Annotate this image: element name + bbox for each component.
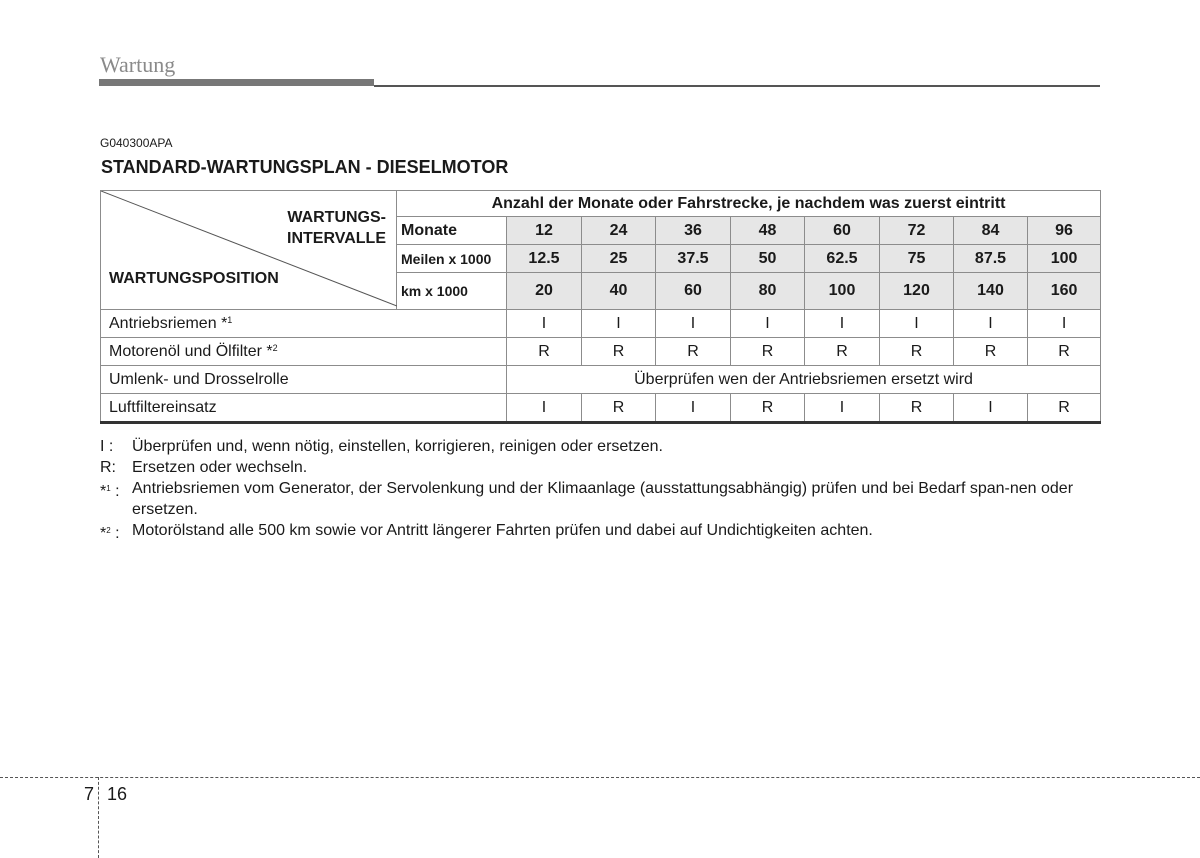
legend-notes <box>100 436 1100 541</box>
note-key: *$^1$ : <box>100 483 120 500</box>
months-cell: 96 <box>1028 217 1101 245</box>
interval-action-cell: I <box>582 310 656 338</box>
interval-action-cell: I <box>656 310 731 338</box>
interval-action-cell: R <box>731 394 805 423</box>
header-rule-thick <box>99 79 374 86</box>
note-text: Ersetzen oder wechseln. <box>132 459 308 476</box>
maintenance-table <box>100 190 1101 424</box>
chapter-number: 7 <box>84 784 95 804</box>
km-cell: 120 <box>880 273 954 310</box>
months-cell: 72 <box>880 217 954 245</box>
maintenance-item-name: Luftfiltereinsatz <box>101 394 507 423</box>
note-inspect <box>100 436 1100 457</box>
interval-action-cell: R <box>731 338 805 366</box>
page-heading: STANDARD-WARTUNGSPLAN - DIESELMOTOR <box>101 157 509 177</box>
interval-action-cell: I <box>954 394 1028 423</box>
miles-cell: 37.5 <box>656 245 731 273</box>
note-footnote-2 <box>100 520 1100 541</box>
months-label: Monate <box>397 217 507 245</box>
note-text: Überprüfen und, wenn nötig, einstellen, korrigieren, reinigen oder ersetzen. <box>132 438 663 455</box>
maintenance-item-name: Umlenk- und Drosselrolle <box>101 366 507 394</box>
interval-action-cell: R <box>805 338 880 366</box>
footer-dashed-divider <box>98 777 99 858</box>
km-cell: 40 <box>582 273 656 310</box>
months-cell: 48 <box>731 217 805 245</box>
maintenance-item-name: Antriebsriemen *$^1$ <box>101 310 507 338</box>
interval-span-header: Anzahl der Monate oder Fahrstrecke, je nachdem was zuerst eintritt <box>397 191 1101 217</box>
document-code: G040300APA <box>100 136 173 150</box>
interval-action-cell: R <box>1028 394 1101 423</box>
miles-cell: 75 <box>880 245 954 273</box>
table-row <box>101 394 1101 423</box>
km-cell: 20 <box>507 273 582 310</box>
interval-action-cell: R <box>656 338 731 366</box>
interval-action-cell: I <box>880 310 954 338</box>
interval-action-cell: R <box>507 338 582 366</box>
interval-action-cell: I <box>731 310 805 338</box>
months-cell: 84 <box>954 217 1028 245</box>
interval-action-cell: I <box>805 310 880 338</box>
interval-action-cell: R <box>1028 338 1101 366</box>
miles-cell: 50 <box>731 245 805 273</box>
maintenance-item-name: Motorenöl und Ölfilter *$^2$ <box>101 338 507 366</box>
km-cell: 160 <box>1028 273 1101 310</box>
interval-action-cell: I <box>656 394 731 423</box>
header-rule-thin <box>374 85 1100 87</box>
km-cell: 60 <box>656 273 731 310</box>
note-replace <box>100 457 1100 478</box>
interval-action-cell: R <box>954 338 1028 366</box>
note-key: *$^2$ : <box>100 525 120 542</box>
interval-action-cell: I <box>805 394 880 423</box>
note-key: R: <box>100 459 116 476</box>
miles-cell: 87.5 <box>954 245 1028 273</box>
interval-action-cell: R <box>880 394 954 423</box>
footer-dashed-rule <box>0 777 1200 778</box>
km-label: km x 1000 <box>397 273 507 310</box>
section-title: Wartung <box>100 52 176 77</box>
table-row <box>101 366 1101 394</box>
interval-action-cell: I <box>954 310 1028 338</box>
miles-cell: 100 <box>1028 245 1101 273</box>
miles-label: Meilen x 1000 <box>397 245 507 273</box>
footnote-mark: *$^2$ <box>266 342 278 360</box>
interval-action-cell: R <box>582 338 656 366</box>
interval-note-cell: Überprüfen wen der Antriebsriemen ersetzt wird <box>507 366 1101 394</box>
miles-cell: 12.5 <box>507 245 582 273</box>
months-cell: 36 <box>656 217 731 245</box>
miles-cell: 62.5 <box>805 245 880 273</box>
km-cell: 100 <box>805 273 880 310</box>
months-cell: 60 <box>805 217 880 245</box>
corner-intervals-label: WARTUNGS- INTERVALLE <box>287 209 386 247</box>
interval-action-cell: I <box>507 394 582 423</box>
km-cell: 80 <box>731 273 805 310</box>
table-row <box>101 310 1101 338</box>
interval-action-cell: I <box>1028 310 1101 338</box>
interval-action-cell: R <box>582 394 656 423</box>
miles-cell: 25 <box>582 245 656 273</box>
table-row <box>101 338 1101 366</box>
note-text: Antriebsriemen vom Generator, der Servolenkung und der Klimaanlage (ausstattungsabhängig) prüfen und bei Bedarf span-nen oder ersetzen. <box>132 480 1074 518</box>
months-cell: 12 <box>507 217 582 245</box>
interval-action-cell: I <box>507 310 582 338</box>
note-text: Motorölstand alle 500 km sowie vor Antritt längerer Fahrten prüfen und dabei auf Undichtigkeiten achten. <box>132 522 873 539</box>
note-footnote-1 <box>100 478 1100 520</box>
table-corner-header <box>101 191 397 310</box>
footnote-mark: *$^1$ <box>221 314 233 332</box>
interval-action-cell: R <box>880 338 954 366</box>
km-cell: 140 <box>954 273 1028 310</box>
page-number: 16 <box>107 784 128 804</box>
months-cell: 24 <box>582 217 656 245</box>
corner-position-label: WARTUNGSPOSITION <box>109 270 279 287</box>
note-key: I : <box>100 438 114 455</box>
